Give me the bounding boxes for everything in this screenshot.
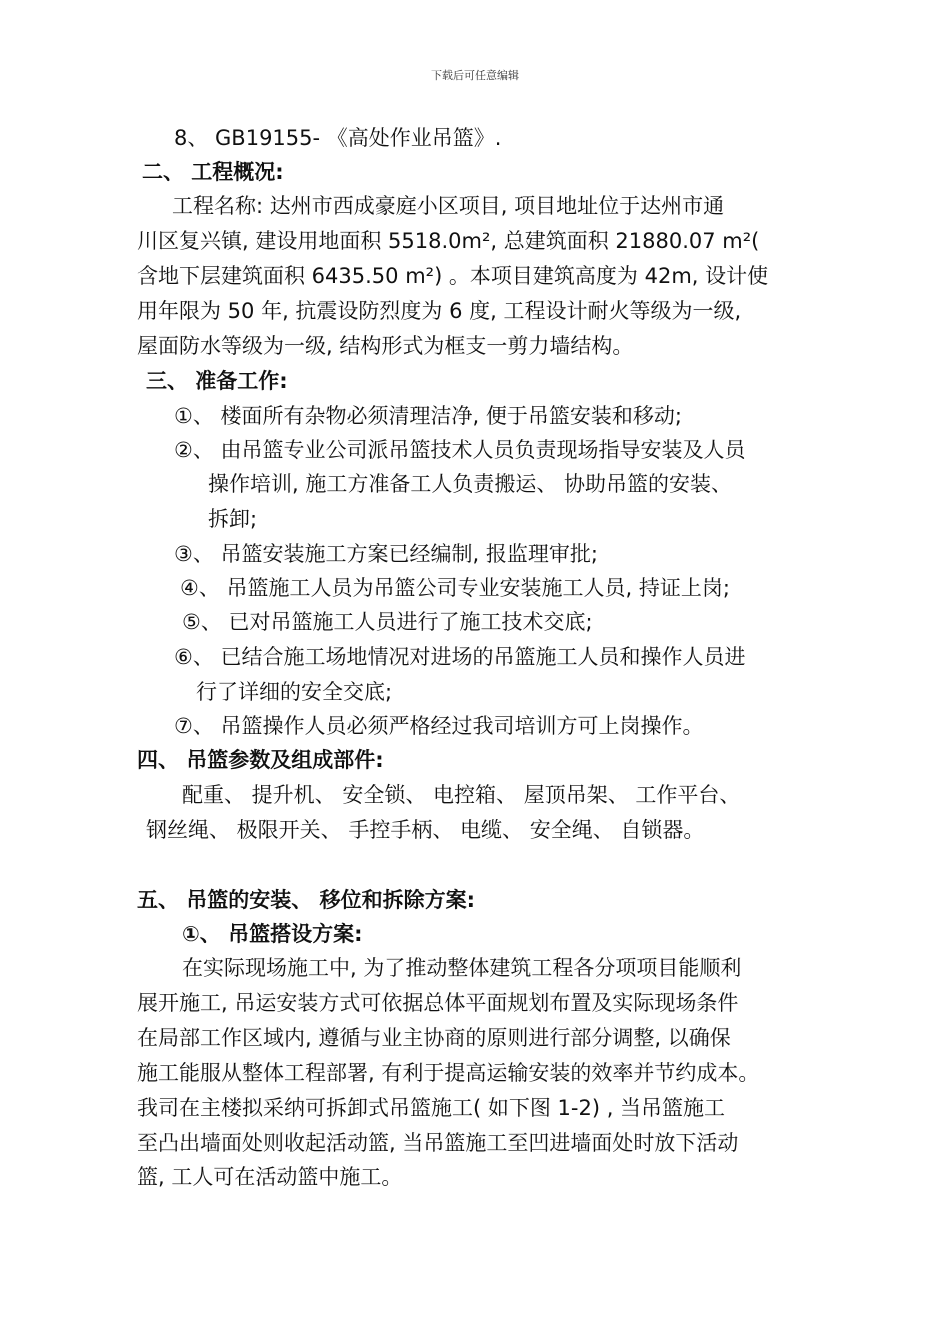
paragraph-line: 含地下层建筑面积 6435.50 m²) 。本项目建筑高度为 42m, 设计使	[137, 264, 769, 288]
paragraph-line: 在实际现场施工中, 为了推动整体建筑工程各分项项目能顺利	[182, 956, 742, 980]
paragraph-line: 我司在主楼拟采纳可拆卸式吊篮施工( 如下图 1-2) , 当吊篮施工	[137, 1096, 726, 1120]
paragraph-line: 至凸出墙面处则收起活动篮, 当吊篮施工至凹进墙面处时放下活动	[137, 1131, 739, 1155]
section-heading-3: 三、 准备工作:	[146, 369, 288, 393]
paragraph-line: 屋面防水等级为一级, 结构形式为框支一剪力墙结构。	[137, 334, 634, 358]
page-header: 下载后可任意编辑	[431, 69, 519, 82]
paragraph-line: 工程名称: 达州市西成豪庭小区项目, 项目地址位于达州市通	[172, 194, 725, 218]
list-item: ⑥、 已结合施工场地情况对进场的吊篮施工人员和操作人员进	[174, 645, 746, 669]
paragraph-line: 在局部工作区域内, 遵循与业主协商的原则进行部分调整, 以确保	[137, 1026, 731, 1050]
component-list-line: 配重、 提升机、 安全锁、 电控箱、 屋顶吊架、 工作平台、	[182, 783, 741, 807]
list-item: ⑦、 吊篮操作人员必须严格经过我司培训方可上岗操作。	[174, 714, 704, 738]
list-item-continuation: 行了详细的安全交底;	[196, 680, 393, 704]
paragraph-line: 施工能服从整体工程部署, 有利于提高运输安装的效率并节约成本。	[137, 1061, 760, 1085]
list-item: ①、 楼面所有杂物必须清理洁净, 便于吊篮安装和移动;	[174, 404, 682, 428]
paragraph-line: 用年限为 50 年, 抗震设防烈度为 6 度, 工程设计耐火等级为一级,	[137, 299, 742, 323]
list-item: ④、 吊篮施工人员为吊篮公司专业安装施工人员, 持证上岗;	[180, 576, 730, 600]
list-item-continuation: 操作培训, 施工方准备工人负责搬运、 协助吊篮的安装、	[208, 472, 733, 496]
paragraph-line: 川区复兴镇, 建设用地面积 5518.0m², 总建筑面积 21880.07 m²(	[137, 229, 760, 253]
section-heading-2: 二、 工程概况:	[142, 160, 284, 184]
component-list-line: 钢丝绳、 极限开关、 手控手柄、 电缆、 安全绳、 自锁器。	[146, 818, 705, 842]
paragraph-line: 展开施工, 吊运安装方式可依据总体平面规划布置及实际现场条件	[137, 991, 739, 1015]
reference-item-8: 8、 GB19155- 《高处作业吊篮》.	[174, 126, 502, 150]
list-item: ⑤、 已对吊篮施工人员进行了施工技术交底;	[182, 610, 593, 634]
subsection-heading: ①、 吊篮搭设方案:	[182, 922, 363, 946]
section-heading-5: 五、 吊篮的安装、 移位和拆除方案:	[137, 888, 476, 912]
section-heading-4: 四、 吊篮参数及组成部件:	[137, 748, 384, 772]
list-item: ③、 吊篮安装施工方案已经编制, 报监理审批;	[174, 542, 598, 566]
paragraph-line: 篮, 工人可在活动篮中施工。	[137, 1165, 403, 1189]
list-item-continuation: 拆卸;	[208, 507, 258, 531]
list-item: ②、 由吊篮专业公司派吊篮技术人员负责现场指导安装及人员	[174, 438, 746, 462]
